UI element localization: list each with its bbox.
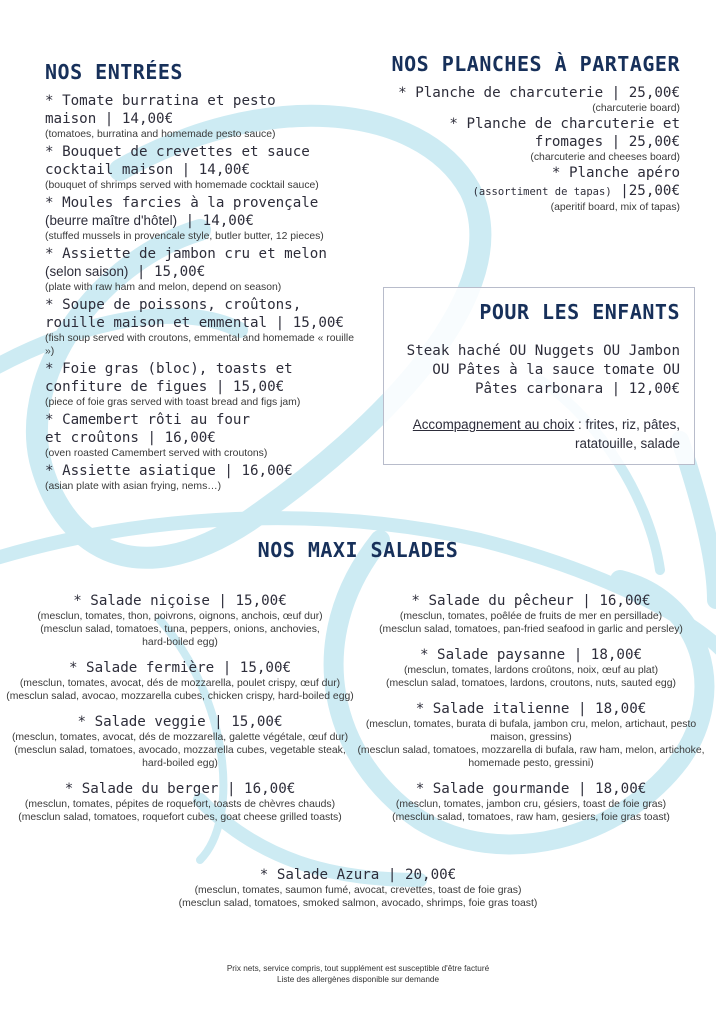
salad-name: * Salade veggie | 15,00€ <box>77 714 283 730</box>
salad-desc-fr: (mesclun, tomates, jambon cru, gésiers, toast de foie gras) <box>395 799 667 810</box>
entrees-title: NOS ENTRÉES <box>45 60 183 84</box>
item-name: * Planche de charcuterie et <box>449 116 680 132</box>
salad-desc-en: (mesclun salad, tomatoes, smoked salmon, avocado, shrimps, foie gras toast) <box>178 898 538 909</box>
item-price-line: cocktail maison | 14,00€ <box>45 162 250 178</box>
item-description: (bouquet of shrimps served with homemade cocktail sauce) <box>45 180 319 191</box>
salad-item-azura <box>0 866 716 910</box>
item-description: (charcuterie board) <box>592 103 680 114</box>
menu-item <box>45 92 365 141</box>
salad-desc-en: (mesclun salad, avocao, mozzarella cubes, chicken crispy, hard-boiled egg) <box>6 691 354 702</box>
salad-desc-fr: (mesclun, tomates, poêlée de fruits de mer en persillade) <box>399 611 663 622</box>
side-dish-options: ratatouille, salade <box>575 436 680 451</box>
item-price-line <box>45 263 365 281</box>
item-description: (stuffed mussels in provencale style, butler butter, 12 pieces) <box>45 231 324 242</box>
menu-item <box>45 194 365 243</box>
salad-desc-fr: (mesclun, tomates, burata di bufala, jambon cru, melon, artichaut, pesto <box>365 719 697 730</box>
menu-item <box>45 143 365 192</box>
salad-desc-fr: (mesclun, tomates, thon, poivrons, oignons, anchois, œuf dur) <box>37 611 323 622</box>
item-description: (charcuterie and cheeses board) <box>530 152 680 163</box>
salad-desc-fr: (mesclun, tomates, avocat, dés de mozzarella, galette végétale, œuf dur) <box>11 732 349 743</box>
item-name: * Tomate burratina et pesto <box>45 93 276 109</box>
salad-desc-en: hard-boiled egg) <box>142 637 218 648</box>
item-description: (asian plate with asian frying, nems…) <box>45 481 222 492</box>
item-name: * Assiette asiatique | 16,00€ <box>45 463 293 479</box>
item-name: * Planche apéro <box>551 165 680 181</box>
salad-name: * Salade italienne | 18,00€ <box>415 701 647 717</box>
item-price-line <box>340 182 680 201</box>
menu-item <box>45 360 365 409</box>
salad-desc-en: (mesclun salad, tomatoes, tuna, peppers, onions, anchovies, <box>40 624 320 635</box>
item-price-line: fromages | 25,00€ <box>534 134 680 150</box>
salad-name: * Salade du pêcheur | 16,00€ <box>411 593 651 609</box>
item-name: * Foie gras (bloc), toasts et <box>45 361 293 377</box>
salad-desc-fr: (mesclun, tomates, lardons croûtons, noix, œuf au plat) <box>403 665 659 676</box>
menu-item <box>340 164 680 214</box>
salad-item <box>5 659 355 703</box>
item-note: (assortiment de tapas) <box>472 186 612 198</box>
salad-desc-fr: (mesclun, tomates, pépites de roquefort, toasts de chèvres chauds) <box>24 799 336 810</box>
salades-title: NOS MAXI SALADES <box>257 538 459 562</box>
salades-right-column <box>356 592 706 834</box>
footer-notes <box>0 963 716 985</box>
item-name: * Bouquet de crevettes et sauce <box>45 144 310 160</box>
kids-menu-line: Steak haché OU Nuggets OU Jambon <box>406 343 680 359</box>
item-name: * Soupe de poissons, croûtons, <box>45 297 302 313</box>
salades-section-header <box>0 538 716 562</box>
kids-side-dish <box>392 415 680 453</box>
kids-menu-line: OU Pâtes à la sauce tomate OU <box>432 362 680 378</box>
item-price: |25,00€ <box>611 183 680 199</box>
item-description: (fish soup served with croutons, emmental and homemade « rouille ») <box>45 333 354 357</box>
salad-name: * Salade Azura | 20,00€ <box>259 867 457 883</box>
item-name: * Camembert rôti au four <box>45 412 250 428</box>
salad-desc-en: (mesclun salad, tomatoes, avocado, mozzarella cubes, vegetable steak, <box>14 745 346 756</box>
salad-item <box>356 592 706 636</box>
salad-desc-en: (mesclun salad, tomatoes, pan-fried seafood in garlic and persley) <box>379 624 683 635</box>
footer-price-note: Prix nets, service compris, tout supplément est susceptible d'être facturé <box>226 964 490 973</box>
salad-desc-fr: (mesclun, tomates, saumon fumé, avocat, crevettes, toast de foie gras) <box>194 885 522 896</box>
salades-left-column <box>5 592 355 834</box>
planches-section <box>340 52 680 214</box>
item-price: | 14,00€ <box>177 213 254 229</box>
item-price-line: et croûtons | 16,00€ <box>45 430 216 446</box>
planches-title: NOS PLANCHES À PARTAGER <box>391 52 680 76</box>
salad-desc-fr: (mesclun, tomates, avocat, dés de mozzarella, poulet crispy, œuf dur) <box>19 678 341 689</box>
menu-item <box>340 84 680 115</box>
salad-name: * Salade gourmande | 18,00€ <box>415 781 647 797</box>
item-name: * Planche de charcuterie | 25,00€ <box>398 85 680 101</box>
item-price: | 15,00€ <box>128 264 206 280</box>
side-dish-label: Accompagnement au choix <box>412 417 575 432</box>
salad-item <box>356 780 706 824</box>
side-dish-options: : frites, riz, pâtes, <box>574 417 680 432</box>
salad-desc-en: homemade pesto, gressini) <box>468 758 594 769</box>
salad-item <box>5 780 355 824</box>
salad-desc-en: (mesclun salad, tomatoes, roquefort cubes, goat cheese grilled toasts) <box>18 812 342 823</box>
footer-allergen-note: Liste des allergènes disponible sur demande <box>276 975 440 984</box>
entrees-section <box>45 60 365 495</box>
salad-item <box>356 700 706 770</box>
menu-item <box>340 115 680 164</box>
item-note: (selon saison) <box>45 264 129 279</box>
salad-item <box>5 592 355 649</box>
salad-name: * Salade fermière | 15,00€ <box>68 660 292 676</box>
item-price-line <box>45 212 365 230</box>
salad-desc-en: (mesclun salad, tomatoes, mozzarella di bufala, raw ham, melon, artichoke, <box>357 745 705 756</box>
salad-name: * Salade du berger | 16,00€ <box>64 781 296 797</box>
item-price-line: rouille maison et emmental | 15,00€ <box>45 315 344 331</box>
item-price-line: confiture de figues | 15,00€ <box>45 379 285 395</box>
salad-item <box>356 646 706 690</box>
salad-name: * Salade paysanne | 18,00€ <box>419 647 643 663</box>
kids-menu-title: POUR LES ENFANTS <box>479 300 680 324</box>
kids-menu-price-line: Pâtes carbonara | 12,00€ <box>475 381 680 397</box>
item-description: (tomatoes, burratina and homemade pesto sauce) <box>45 129 276 140</box>
menu-item <box>45 245 365 294</box>
salad-name: * Salade niçoise | 15,00€ <box>73 593 287 609</box>
kids-menu-box <box>383 287 695 465</box>
salad-item <box>5 713 355 770</box>
menu-item <box>45 411 365 460</box>
item-note: (beurre maître d'hôtel) <box>45 213 178 228</box>
item-description: (aperitif board, mix of tapas) <box>550 202 680 213</box>
item-price-line: maison | 14,00€ <box>45 111 174 127</box>
salad-desc-en: (mesclun salad, tomatoes, lardons, croutons, nuts, sauted egg) <box>386 678 676 689</box>
menu-item <box>45 462 365 493</box>
salad-desc-fr: maison, gressins) <box>490 732 572 743</box>
item-description: (plate with raw ham and melon, depend on season) <box>45 282 282 293</box>
menu-item <box>45 296 365 358</box>
item-description: (piece of foie gras served with toast bread and figs jam) <box>45 397 301 408</box>
salad-desc-en: (mesclun salad, tomatoes, raw ham, gesiers, foie gras toast) <box>392 812 670 823</box>
item-description: (oven roasted Camembert served with croutons) <box>45 448 268 459</box>
item-name: * Assiette de jambon cru et melon <box>45 246 327 262</box>
salad-desc-en: hard-boiled egg) <box>142 758 218 769</box>
item-name: * Moules farcies à la provençale <box>45 195 319 211</box>
